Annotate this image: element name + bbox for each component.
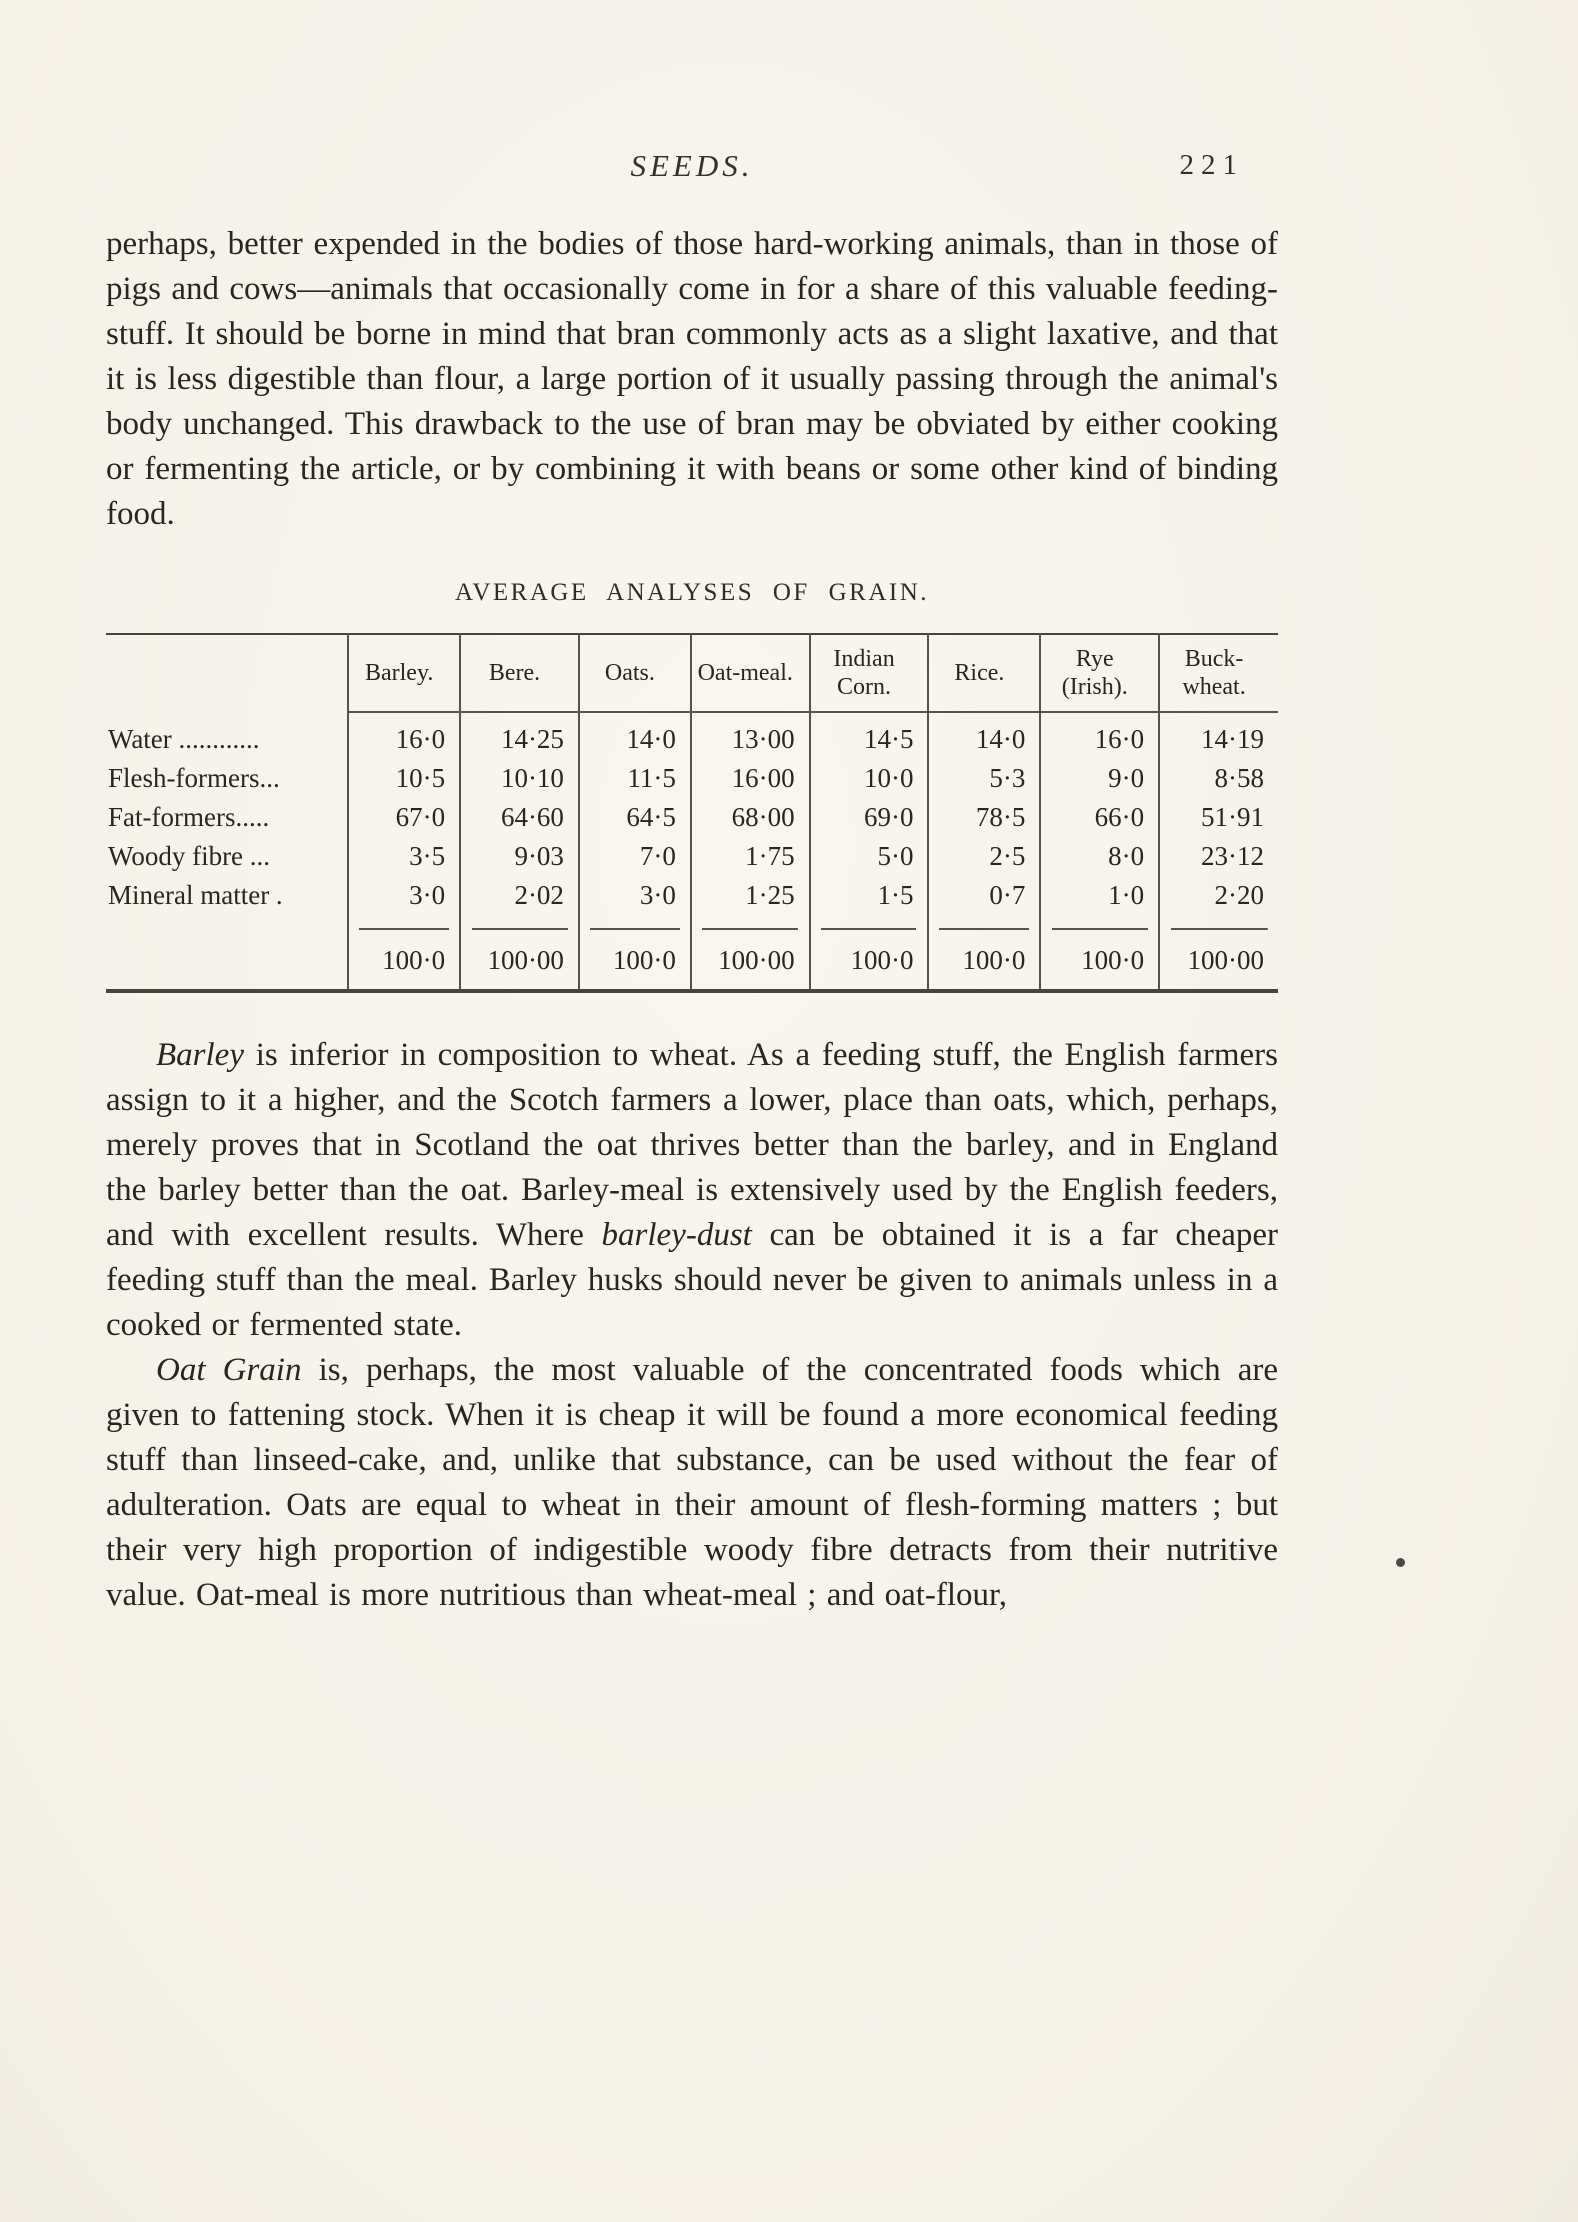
- table-row-woody-fibre: [106, 837, 1278, 876]
- column-header-buckwheat: Buck-wheat.: [1159, 634, 1278, 712]
- column-header-indian-corn: Indian Corn.: [810, 634, 929, 712]
- row-label: Flesh-formers...: [108, 763, 280, 793]
- paragraph-oat-grain-text: is, perhaps, the most valuable of the concentrated foods which are given to fattening stock. When it is cheap it will be found a more economical feeding stuff than linseed-cake, and, unlike that substance, can be used without the fear of adulteration. Oats are equal to wheat in their amount of flesh-forming matters ; but their very high proportion of indigestible woody fibre detracts from their nutritive value. Oat-meal is more nutritious than wheat-meal ; and oat-flour,: [106, 1352, 1278, 1613]
- column-header-rye: Rye (Irish).: [1040, 634, 1159, 712]
- row-label: Mineral matter .: [108, 880, 283, 910]
- table-cell: 2·20: [1159, 876, 1278, 928]
- page-number: 221: [1179, 149, 1244, 181]
- table-cell: 1·25: [691, 876, 810, 928]
- paragraph-barley: [106, 1033, 1278, 1348]
- italic-word-oat-grain: Oat Grain: [156, 1352, 302, 1388]
- row-label: Fat-formers.....: [108, 802, 270, 832]
- total-cell: 100·0: [810, 928, 929, 991]
- column-header-rice: Rice.: [928, 634, 1040, 712]
- italic-word-barley-dust: barley-dust: [601, 1217, 752, 1253]
- page-content: [106, 0, 1278, 1618]
- table-cell: 14·0: [928, 712, 1040, 759]
- italic-word-barley: Barley: [156, 1037, 244, 1073]
- table-cell: 16·00: [691, 759, 810, 798]
- table-header-row: [106, 634, 1278, 712]
- table-cell: 67·0: [348, 798, 460, 837]
- table-cell: 1·0: [1040, 876, 1159, 928]
- table-cell: 9·03: [460, 837, 579, 876]
- table-cell: 8·58: [1159, 759, 1278, 798]
- running-title: SEEDS.: [630, 148, 754, 183]
- table-cell: 78·5: [928, 798, 1040, 837]
- total-cell: 100·00: [1159, 928, 1278, 991]
- table-row-fat-formers: [106, 798, 1278, 837]
- total-cell: 100·0: [928, 928, 1040, 991]
- empty-header-cell: [106, 634, 348, 712]
- table-cell: 8·0: [1040, 837, 1159, 876]
- table-cell: 66·0: [1040, 798, 1159, 837]
- table-cell: 23·12: [1159, 837, 1278, 876]
- total-cell: 100·0: [1040, 928, 1159, 991]
- table-cell: 16·0: [348, 712, 460, 759]
- table-cell: 10·10: [460, 759, 579, 798]
- ink-speck: [1396, 1558, 1405, 1567]
- grain-analyses-table: [106, 633, 1278, 993]
- table-cell: 11·5: [579, 759, 691, 798]
- total-cell: 100·00: [460, 928, 579, 991]
- table-cell: 13·00: [691, 712, 810, 759]
- paragraph-barley-text-2: can be obtained it is a far cheaper feeding stuff than the meal. Barley husks should never be given to animals unless in a cooked or fermented state.: [106, 1217, 1278, 1343]
- total-cell: 100·0: [348, 928, 460, 991]
- table-cell: 5·3: [928, 759, 1040, 798]
- table-cell: 3·0: [348, 876, 460, 928]
- table-cell: 2·02: [460, 876, 579, 928]
- table-cell: 14·5: [810, 712, 929, 759]
- table-row-totals: [106, 928, 1278, 991]
- table-cell: 64·5: [579, 798, 691, 837]
- paragraph-bran: perhaps, better expended in the bodies of those hard-working animals, than in those of pigs and cows—animals that occasionally come in for a share of this valuable feeding-stuff. It should be borne in mind that bran commonly acts as a slight laxative, and that it is less digestible than flour, a large portion of it usually passing through the animal's body unchanged. This drawback to the use of bran may be obviated by either cooking or fermenting the article, or by combining it with beans or some other kind of binding food.: [106, 226, 1278, 532]
- table-row-mineral-matter: [106, 876, 1278, 928]
- row-label: Water ............: [108, 723, 260, 754]
- table-cell: 7·0: [579, 837, 691, 876]
- table-cell: 68·00: [691, 798, 810, 837]
- table-cell: 69·0: [810, 798, 929, 837]
- table-cell: 10·5: [348, 759, 460, 798]
- table-cell: 16·0: [1040, 712, 1159, 759]
- table-cell: 64·60: [460, 798, 579, 837]
- table-cell: 5·0: [810, 837, 929, 876]
- table-cell: 3·0: [579, 876, 691, 928]
- row-label-empty: [106, 928, 348, 991]
- column-header-bere: Bere.: [460, 634, 579, 712]
- table-row-water: [106, 712, 1278, 759]
- table-cell: 1·75: [691, 837, 810, 876]
- table-cell: 14·25: [460, 712, 579, 759]
- row-label: Woody fibre ...: [108, 841, 271, 871]
- table-title: AVERAGE ANALYSES OF GRAIN.: [454, 579, 930, 606]
- table-cell: 51·91: [1159, 798, 1278, 837]
- column-header-oats: Oats.: [579, 634, 691, 712]
- table-cell: 2·5: [928, 837, 1040, 876]
- table-cell: 14·0: [579, 712, 691, 759]
- table-cell: 1·5: [810, 876, 929, 928]
- column-header-oatmeal: Oat-meal.: [691, 634, 810, 712]
- table-cell: 9·0: [1040, 759, 1159, 798]
- paragraph-oat-grain: [106, 1348, 1278, 1618]
- column-header-barley: Barley.: [348, 634, 460, 712]
- total-cell: 100·0: [579, 928, 691, 991]
- page-header: [106, 148, 1278, 196]
- total-cell: 100·00: [691, 928, 810, 991]
- table-cell: 14·19: [1159, 712, 1278, 759]
- table-cell: 3·5: [348, 837, 460, 876]
- table-row-flesh-formers: [106, 759, 1278, 798]
- table-cell: 0·7: [928, 876, 1040, 928]
- table-cell: 10·0: [810, 759, 929, 798]
- paragraph-barley-text-1: is inferior in composition to wheat. As a feeding stuff, the English farmers assign to it a higher, and the Scotch farmers a lower, place than oats, which, perhaps, merely proves that in Scotland the oat thrives better than the barley, and in England the barley better than the oat. Barley-meal is extensively used by the English feeders, and with excellent results. Where: [106, 1037, 1278, 1253]
